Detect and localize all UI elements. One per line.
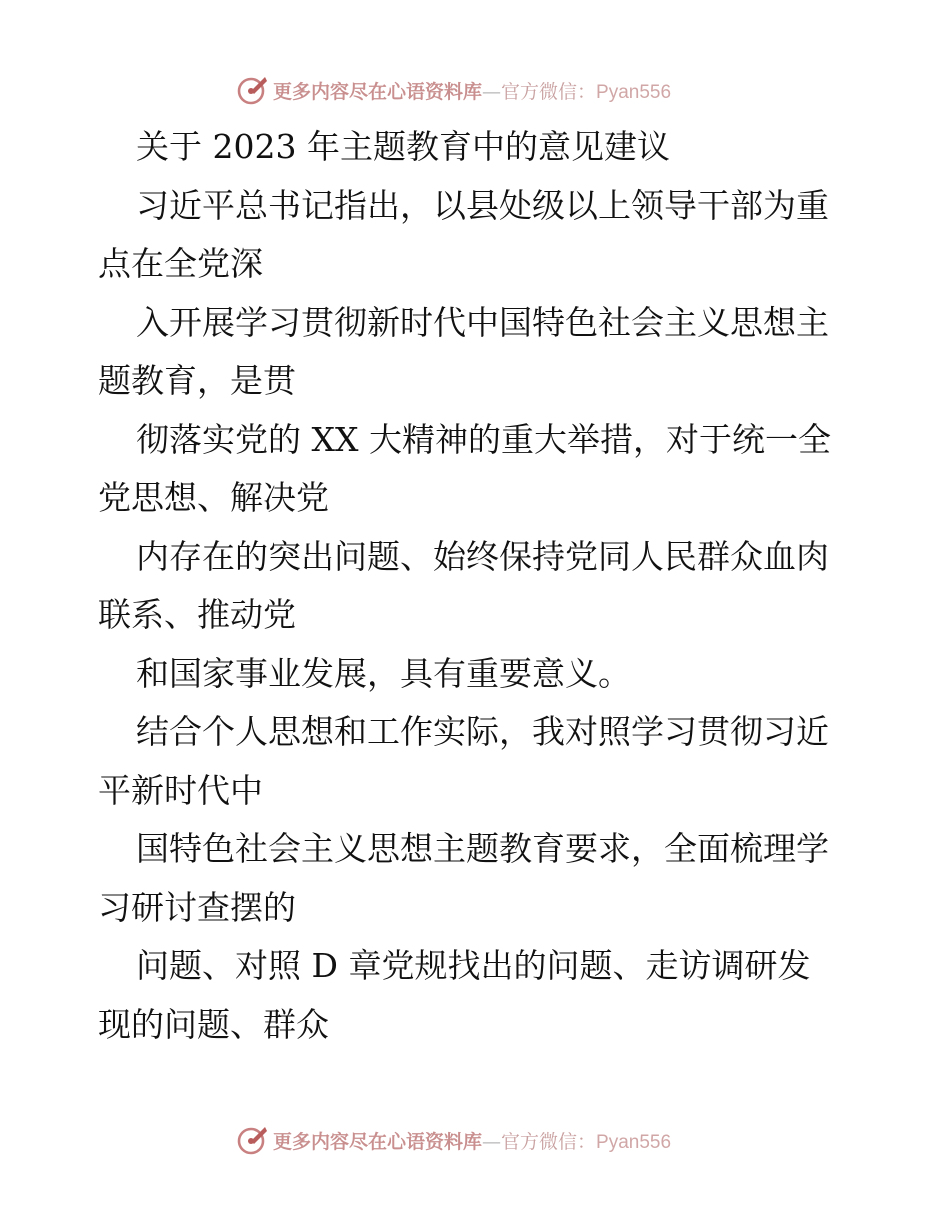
paragraph-line: 习近平总书记指出，以县处级以上领导干部为重 <box>136 185 829 225</box>
watermark-brand-text: 更多内容尽在心语资料库 <box>273 1130 483 1153</box>
watermark-header <box>235 72 715 108</box>
document-title: 关于 2023 年主题教育中的意见建议 <box>136 127 670 166</box>
paragraph-line: 党思想、解决党 <box>98 478 329 517</box>
paragraph-line: 国特色社会主义思想主题教育要求，全面梳理学 <box>136 829 829 868</box>
watermark-separator: — <box>482 80 502 103</box>
paragraph-line: 彻落实党的 XX 大精神的重大举措，对于统一全 <box>136 419 831 459</box>
watermark-separator: — <box>482 1130 502 1153</box>
document-body <box>98 125 858 1061</box>
paragraph-line: 问题、对照 D 章党规找出的问题、走访调研发 <box>136 946 811 985</box>
pen-nib-logo-icon <box>235 73 269 107</box>
watermark-wechat-label: 官方微信： <box>501 80 597 103</box>
paragraph-line: 平新时代中 <box>98 770 263 810</box>
paragraph-line: 习研讨查摆的 <box>98 887 296 927</box>
watermark-footer <box>235 1122 715 1158</box>
paragraph-line: 和国家事业发展，具有重要意义。 <box>136 653 631 693</box>
paragraph-line: 现的问题、群众 <box>98 1004 329 1044</box>
paragraph-line: 题教育，是贯 <box>98 361 296 400</box>
pen-nib-logo-icon <box>235 1123 269 1157</box>
watermark-wechat-id: Pyan556 <box>596 81 672 103</box>
paragraph-line: 结合个人思想和工作实际，我对照学习贯彻习近 <box>136 712 829 751</box>
paragraph-line: 联系、推动党 <box>98 595 296 634</box>
watermark-brand-text: 更多内容尽在心语资料库 <box>273 80 483 103</box>
watermark-wechat-id: Pyan556 <box>596 1131 672 1153</box>
paragraph-line: 内存在的突出问题、始终保持党同人民群众血肉 <box>136 536 829 576</box>
watermark-wechat-label: 官方微信： <box>501 1130 597 1153</box>
paragraph-line: 点在全党深 <box>98 244 263 283</box>
paragraph-line: 入开展学习贯彻新时代中国特色社会主义思想主 <box>136 302 829 342</box>
